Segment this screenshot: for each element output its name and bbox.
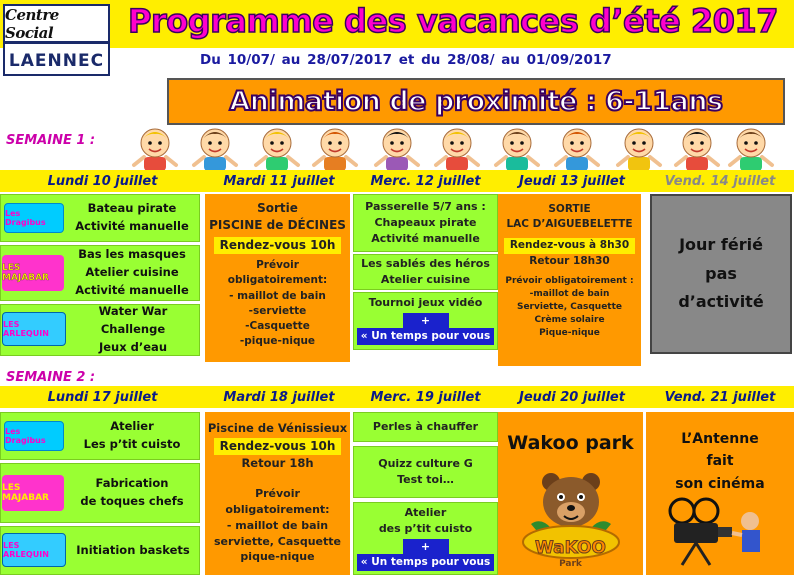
logo-line2: LAENNEC bbox=[8, 50, 105, 71]
w1-merc-sables bbox=[353, 254, 498, 290]
kid-face bbox=[252, 125, 302, 171]
week2-day-tuesday: Mardi 18 juillet bbox=[223, 389, 335, 405]
text-line: Quizz culture G bbox=[378, 457, 473, 471]
week1-day-thursday: Jeudi 13 juillet bbox=[519, 173, 625, 189]
week2-day-friday: Vend. 21 juillet bbox=[664, 389, 776, 405]
mardi-item: pique-nique bbox=[240, 550, 315, 564]
w1-lundi-dragibus-text bbox=[64, 194, 200, 242]
mardi-rendezvous: Rendez-vous 10h bbox=[214, 438, 342, 455]
week2-day-monday: Lundi 17 juillet bbox=[47, 389, 158, 405]
text-line: Atelier cuisine bbox=[380, 273, 471, 286]
mardi-destination: PISCINE de DÉCINES bbox=[209, 218, 346, 233]
w1-mardi-card bbox=[205, 194, 350, 362]
jeudi-destination: LAC D’AIGUEBELETTE bbox=[506, 218, 633, 231]
jeudi-sortie-title: SORTIE bbox=[548, 203, 591, 215]
text-line: Jour férié bbox=[679, 234, 763, 254]
kid-face bbox=[372, 125, 422, 171]
mardi-item: -Casquette bbox=[245, 320, 310, 333]
arlequin-badge: LES ARLEQUIN bbox=[2, 533, 66, 567]
w2-lundi-majabar-text bbox=[64, 463, 200, 523]
text-line: Les sablés des héros bbox=[361, 257, 490, 271]
jeudi-retour: Retour 18h30 bbox=[529, 254, 610, 267]
w1-lundi-majabar-text bbox=[64, 245, 200, 301]
kid-face bbox=[672, 125, 722, 171]
w2-jeudi-card bbox=[498, 412, 643, 575]
text-line: son cinéma bbox=[675, 475, 765, 492]
w2-vendredi-card bbox=[646, 412, 794, 575]
text-line: Les p’tit cuisto bbox=[83, 437, 181, 451]
text-line: pas bbox=[705, 263, 737, 283]
week2-day-thursday: Jeudi 20 juillet bbox=[519, 389, 625, 405]
kid-face bbox=[552, 125, 602, 171]
jeudi-prevoir: Prévoir obligatoirement : bbox=[505, 275, 634, 286]
jeudi-item: Pique-nique bbox=[539, 328, 600, 339]
w1-vendredi-ferie bbox=[650, 194, 792, 354]
centre-social-logo bbox=[3, 4, 110, 76]
text-line: Fabrication bbox=[95, 476, 169, 491]
week1-day-wednesday: Merc. 12 juillet bbox=[370, 173, 481, 189]
kid-face bbox=[310, 125, 360, 171]
mardi-destination: Piscine de Vénissieux bbox=[207, 421, 348, 435]
w1-lundi-arlequin-text bbox=[66, 304, 200, 356]
date-range: Du 10/07/ au 28/07/2017 et du 28/08/ au 01/09/2017 bbox=[200, 52, 612, 68]
dragibus-badge: Les Dragibus bbox=[4, 203, 64, 233]
page-title: Programme des vacances d’été 2017 bbox=[128, 2, 778, 40]
text-line: Activité manuelle bbox=[371, 231, 480, 245]
text-line: Chapeaux pirate bbox=[374, 216, 477, 230]
logo-line1: Centre Social bbox=[5, 6, 108, 44]
kid-face bbox=[432, 125, 482, 171]
text-line: Atelier cuisine bbox=[85, 265, 179, 280]
text-line: d’activité bbox=[678, 292, 764, 312]
text-line: Jeux d’eau bbox=[98, 339, 168, 354]
w1-jeudi-card bbox=[498, 194, 641, 366]
week1-label: SEMAINE 1 : bbox=[6, 133, 96, 148]
jeudi-rendezvous: Rendez-vous à 8h30 bbox=[504, 238, 635, 253]
text-line: Activité manuelle bbox=[75, 282, 189, 297]
wakoo-logo-sub: Park bbox=[559, 559, 582, 569]
arlequin-badge: LES ARLEQUIN bbox=[2, 312, 66, 346]
text-line: de toques chefs bbox=[80, 494, 184, 508]
w1-merc-tournoi bbox=[353, 292, 498, 359]
mardi-item: serviette, Casquette bbox=[213, 534, 341, 548]
w2-lundi-dragibus-text bbox=[64, 412, 200, 460]
kid-face bbox=[492, 125, 542, 171]
text-line: Test toi… bbox=[397, 473, 454, 486]
wakoo-title: Wakoo park bbox=[507, 432, 634, 454]
text-line: Atelier bbox=[404, 506, 447, 519]
text-line: Atelier bbox=[110, 419, 154, 434]
text-line: Activité manuelle bbox=[75, 219, 189, 233]
mardi-item: - maillot de bain bbox=[226, 518, 329, 532]
plus-sign: + bbox=[403, 539, 449, 554]
kid-face bbox=[190, 125, 240, 171]
week1-day-tuesday: Mardi 11 juillet bbox=[223, 173, 335, 189]
mardi-prevoir: Prévoir obligatoirement: bbox=[227, 259, 328, 287]
week1-day-monday: Lundi 10 juillet bbox=[47, 173, 158, 189]
kid-face bbox=[130, 125, 180, 171]
w2-mardi-card bbox=[205, 412, 350, 575]
week2-day-wednesday: Merc. 19 juillet bbox=[370, 389, 481, 405]
text-line: des p’tit cuisto bbox=[378, 521, 473, 535]
text-line: Water War Challenge bbox=[98, 304, 168, 337]
plus-sign: + bbox=[403, 313, 449, 328]
week2-label: SEMAINE 2 : bbox=[6, 370, 96, 385]
kid-face bbox=[726, 125, 776, 171]
majabar-badge: LES MAJABAR bbox=[2, 475, 64, 511]
jeudi-item: Serviette, Casquette bbox=[516, 301, 623, 312]
dragibus-badge: Les Dragibus bbox=[4, 421, 64, 451]
mardi-item: -serviette bbox=[248, 304, 307, 317]
w2-merc-perles bbox=[353, 412, 498, 442]
mardi-retour: Retour 18h bbox=[241, 456, 314, 471]
majabar-badge: LES MAJABAR bbox=[2, 255, 64, 291]
mardi-item: -pique-nique bbox=[239, 335, 316, 348]
text-line: Bateau pirate bbox=[87, 201, 177, 216]
temps-pour-vous: « Un temps pour vous » bbox=[357, 328, 494, 345]
text-line: fait bbox=[706, 453, 734, 470]
week1-day-friday: Vend. 14 juillet bbox=[664, 173, 776, 189]
jeudi-item: -maillot de bain bbox=[529, 288, 610, 299]
w2-merc-atelier bbox=[353, 502, 498, 585]
jeudi-item: Crème solaire bbox=[534, 315, 605, 326]
w2-merc-quizz bbox=[353, 446, 498, 498]
cinema-camera-illustration bbox=[660, 497, 780, 567]
text-line: Tournoi jeux vidéo bbox=[368, 296, 483, 309]
kid-face bbox=[614, 125, 664, 171]
text-line: Bas les masques bbox=[78, 247, 186, 262]
temps-pour-vous: « Un temps pour vous » bbox=[357, 554, 494, 571]
w1-merc-passerelle bbox=[353, 194, 498, 252]
w2-lundi-arlequin-text bbox=[66, 526, 200, 575]
text-line: Initiation baskets bbox=[76, 542, 190, 557]
text-line: Passerelle 5/7 ans : bbox=[365, 200, 486, 214]
animation-title: Animation de proximité : 6-11ans bbox=[229, 86, 723, 117]
mardi-rendezvous: Rendez-vous 10h bbox=[214, 237, 342, 254]
animation-banner bbox=[167, 78, 785, 125]
mardi-prevoir: Prévoir obligatoirement: bbox=[225, 486, 330, 516]
text-line: Perles à chauffer bbox=[372, 420, 479, 434]
mardi-item: - maillot de bain bbox=[229, 289, 326, 302]
mardi-sortie-title: Sortie bbox=[257, 201, 298, 215]
text-line: L’Antenne bbox=[681, 431, 759, 447]
wakoo-logo-text: WaKOO bbox=[535, 538, 606, 558]
